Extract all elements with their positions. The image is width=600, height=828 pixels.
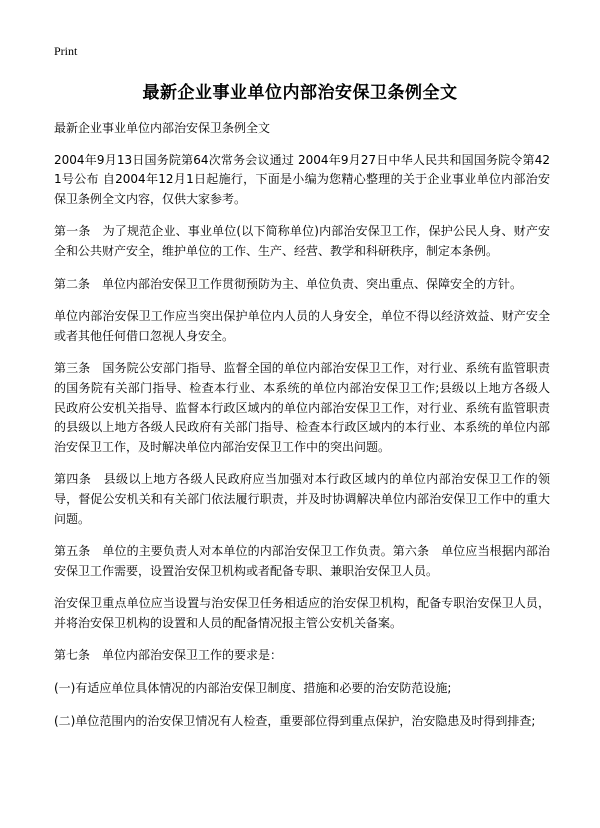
paragraph-intro: 2004年9月13日国务院第64次常务会议通过 2004年9月27日中华人民共和国国务院令第421号公布 自2004年12月1日起施行，下面是小编为您精心整理的关于企业事业单位内部治安保卫条例全文内容，仅供大家参考。 [54,152,550,206]
paragraph-article-2: 第二条 单位内部治安保卫工作贯彻预防为主、单位负责、突出重点、保障安全的方针。 [54,276,523,291]
article-body [54,119,550,744]
paragraph-article-7: 第七条 单位内部治安保卫工作的要求是： [54,648,283,663]
page-title: 最新企业事业单位内部治安保卫条例全文 [142,83,458,103]
paragraph-article-3: 第三条 国务院公安部门指导、监督全国的单位内部治安保卫工作，对行业、系统有监管职责的国务院有关部门指导、检查本行业、本系统的单位内部治安保卫工作;县级以上地方各级人民政府公安机关指导、监督本行政区域内的单位内部治安保卫工作，对行业、系统有监管职责的县级以上地方各级人民政府有关部门指导、检查本行政区域内的本行业、本系统的单位内部治安保卫工作，及时解决单位内部治安保卫工作中的突出问题。 [54,361,550,454]
paragraph-article-4: 第四条 县级以上地方各级人民政府应当加强对本行政区域内的单位内部治安保卫工作的领导，督促公安机关和有关部门依法履行职责，并及时协调解决单位内部治安保卫工作中的重大问题。 [54,472,550,526]
paragraph-article-5-6: 第五条 单位的主要负责人对本单位的内部治安保卫工作负责。第六条 单位应当根据内部治安保卫工作需要，设置治安保卫机构或者配备专职、兼职治安保卫人员。 [54,544,550,578]
paragraph-article-6-cont: 治安保卫重点单位应当设置与治安保卫任务相适应的治安保卫机构，配备专职治安保卫人员，并将治安保卫机构的设置和人员的配备情况报主管公安机关备案。 [54,596,550,630]
paragraph-article-2-cont: 单位内部治安保卫工作应当突出保护单位内人员的人身安全，单位不得以经济效益、财产安全或者其他任何借口忽视人身安全。 [54,309,550,343]
print-link[interactable]: Print [54,44,78,58]
article-subtitle: 最新企业事业单位内部治安保卫条例全文 [54,121,271,135]
paragraph-article-1: 第一条 为了规范企业、事业单位(以下简称单位)内部治安保卫工作，保护公民人身、财产安全和公共财产安全，维护单位的工作、生产、经营、教学和科研秩序，制定本条例。 [54,224,550,258]
paragraph-article-7-item-2: (二)单位范围内的治安保卫情况有人检查，重要部位得到重点保护，治安隐患及时得到排查; [54,713,536,728]
paragraph-article-7-item-1: (一)有适应单位具体情况的内部治安保卫制度、措施和必要的治安防范设施; [54,681,452,696]
